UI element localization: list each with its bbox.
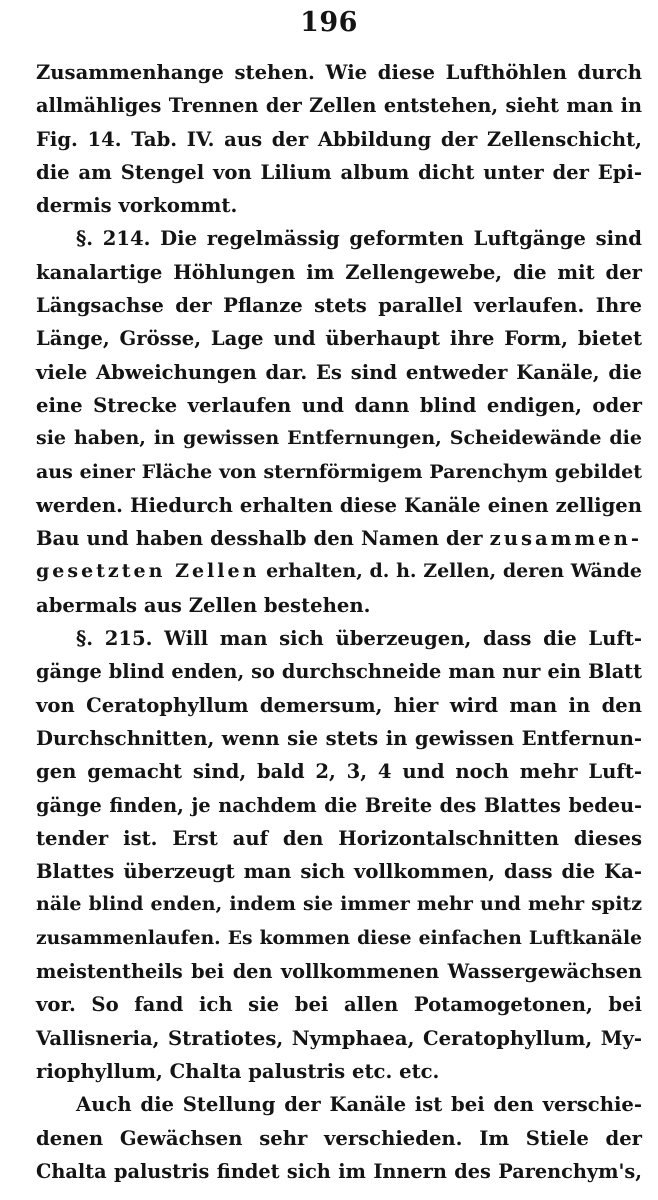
text-line: näle blind enden, indem sie immer mehr und mehr spitz [36,893,642,916]
text-line: Vallisneria, Stratiotes, Nymphaea, Ceratophyllum, My- [36,1026,642,1050]
text-line: allmähliges Trennen der Zellen entstehen, sieht man in [36,94,642,118]
text-line: Chalta palustris findet sich im Innern des Parenchym's, [36,1159,642,1183]
text-line: Fig. 14. Tab. IV. aus der Abbildung der Zellenschicht, [36,127,642,151]
text-line-paragraph-start: Auch die Stellung der Kanäle ist bei den verschie- [76,1093,642,1117]
text-line: Längsachse der Pflanze stets parallel verlaufen. Ihre [36,294,642,318]
text-line: denen Gewächsen sehr verschieden. Im Stiele der [36,1126,642,1150]
text-line: kanalartige Höhlungen im Zellengewebe, die mit der [36,260,642,284]
text-line: werden. Hiedurch erhalten diese Kanäle einen zelligen [36,493,642,517]
spaced-term: zusammen- [489,527,642,551]
text-line-section-214: §. 214. Die regelmässig geformten Luftgänge sind [76,227,642,251]
text-line: von Ceratophyllum demersum, hier wird man in den [36,693,642,717]
text-line: abermals aus Zellen bestehen. [36,593,371,617]
text-line: vor. So fand ich sie bei allen Potamogetonen, bei [36,993,642,1017]
text-line: Durchschnitten, wenn sie stets in gewissen Entfernun- [36,726,642,750]
text-line: tender ist. Erst auf den Horizontalschnitten dieses [36,826,642,850]
spaced-term: gesetzten Zellen [36,560,260,583]
text-line: gen gemacht sind, bald 2, 3, 4 und noch mehr Luft- [36,760,642,784]
text-line: dermis vorkommt. [36,194,238,218]
text-segment: erhalten, d. h. Zellen, deren Wände [266,560,642,583]
text-line: Blattes überzeugt man sich vollkommen, dass die Ka- [36,860,642,884]
text-line-section-215: §. 215. Will man sich überzeugen, dass die Luft- [76,627,642,651]
text-segment: Bau und haben desshalb den Namen der [36,527,483,551]
text-line: viele Abweichungen dar. Es sind entweder Kanäle, die [36,360,642,384]
page-number: 196 [300,7,358,38]
text-line: Zusammenhange stehen. Wie diese Lufthöhlen durch [36,61,642,84]
text-line: sie haben, in gewissen Entfernungen, Scheidewände die [36,427,642,450]
text-line: eine Strecke verlaufen und dann blind endigen, oder [36,393,642,417]
text-line: meistentheils bei den vollkommenen Wassergewächsen [36,960,642,984]
text-line: gänge blind enden, so durchschneide man nur ein Blatt [36,660,642,684]
body-text [36,56,642,1188]
text-line [36,555,642,588]
text-line [36,522,642,555]
text-line: gänge finden, je nachdem die Breite des Blattes bedeu- [36,793,642,817]
text-line: die am Stengel von Lilium album dicht unter der Epi- [36,160,642,184]
text-line: riophyllum, Chalta palustris etc. etc. [36,1059,440,1083]
text-line: aus einer Fläche von sternförmigem Parenchym gebildet [36,460,642,483]
text-line: zusammenlaufen. Es kommen diese einfachen Luftkanäle [36,926,642,949]
text-line: Länge, Grösse, Lage und überhaupt ihre Form, bietet [36,327,642,351]
